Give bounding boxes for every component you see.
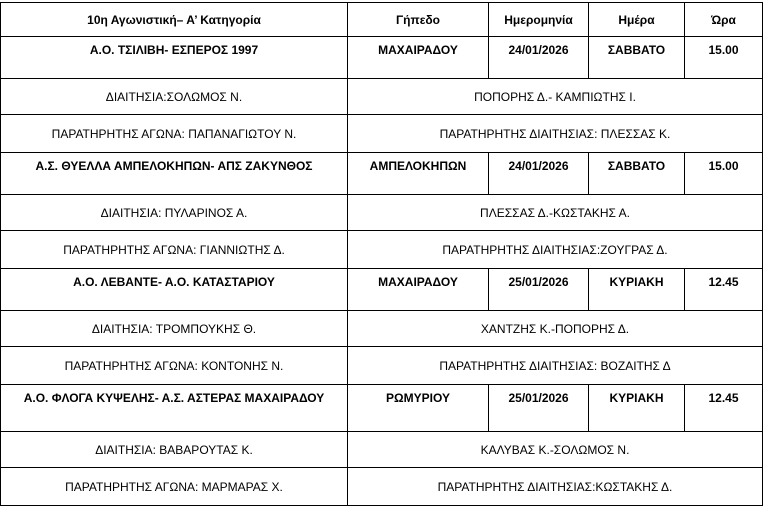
match-date: 25/01/2026 xyxy=(489,269,589,311)
referee-cell: ΔΙΑΙΤΗΣΙΑ:ΣΟΛΩΜΟΣ Ν. xyxy=(1,79,348,115)
match-date: 24/01/2026 xyxy=(489,37,589,79)
match-time: 12.45 xyxy=(685,385,763,432)
match-date: 24/01/2026 xyxy=(489,153,589,195)
match-field: ΜΑΧΑΙΡΑΔΟΥ xyxy=(348,37,489,79)
match-day: ΣΑΒΒΑΤΟ xyxy=(589,37,685,79)
match-row xyxy=(1,37,763,79)
match-row xyxy=(1,153,763,195)
schedule-table xyxy=(0,2,763,506)
observers-row xyxy=(1,231,763,269)
officials-row xyxy=(1,432,763,468)
date-header: Ημερομηνία xyxy=(489,3,589,37)
referee-observer-cell: ΠΑΡΑΤΗΡΗΤΗΣ ΔΙΑΙΤΗΣΙΑΣ: ΠΛΕΣΣΑΣ Κ. xyxy=(348,115,763,153)
observers-row xyxy=(1,468,763,506)
referee-cell: ΔΙΑΙΤΗΣΙΑ: ΠΥΛΑΡΙΝΟΣ Α. xyxy=(1,195,348,231)
match-date: 25/01/2026 xyxy=(489,385,589,432)
match-day: ΚΥΡΙΑΚΗ xyxy=(589,269,685,311)
referee-observer-cell: ΠΑΡΑΤΗΡΗΤΗΣ ΔΙΑΙΤΗΣΙΑΣ: ΒΟΖΑΙΤΗΣ Δ xyxy=(348,347,763,385)
assistants-cell: ΠΟΠΟΡΗΣ Δ.- ΚΑΜΠΙΩΤΗΣ Ι. xyxy=(348,79,763,115)
officials-row xyxy=(1,195,763,231)
officials-row xyxy=(1,79,763,115)
assistants-cell: ΧΑΝΤΖΗΣ Κ.-ΠΟΠΟΡΗΣ Δ. xyxy=(348,311,763,347)
match-row xyxy=(1,269,763,311)
match-time: 12.45 xyxy=(685,269,763,311)
field-header: Γήπεδο xyxy=(348,3,489,37)
referee-observer-cell: ΠΑΡΑΤΗΡΗΤΗΣ ΔΙΑΙΤΗΣΙΑΣ:ΖΟΥΓΡΑΣ Δ. xyxy=(348,231,763,269)
match-row xyxy=(1,385,763,432)
referee-observer-cell: ΠΑΡΑΤΗΡΗΤΗΣ ΔΙΑΙΤΗΣΙΑΣ:ΚΩΣΤΑΚΗΣ Δ. xyxy=(348,468,763,506)
time-header: Ώρα xyxy=(685,3,763,37)
assistants-cell: ΠΛΕΣΣΑΣ Δ.-ΚΩΣΤΑΚΗΣ Α. xyxy=(348,195,763,231)
round-header: 10η Αγωνιστική– Α’ Κατηγορία xyxy=(1,3,348,37)
referee-cell: ΔΙΑΙΤΗΣΙΑ: ΤΡΟΜΠΟΥΚΗΣ Θ. xyxy=(1,311,348,347)
observers-row xyxy=(1,115,763,153)
match-field: ΡΩΜΥΡΙΟΥ xyxy=(348,385,489,432)
match-observer-cell: ΠΑΡΑΤΗΡΗΤΗΣ ΑΓΩΝΑ: ΠΑΠΑΝΑΓΙΩΤΟΥ Ν. xyxy=(1,115,348,153)
day-header: Ημέρα xyxy=(589,3,685,37)
referee-cell: ΔΙΑΙΤΗΣΙΑ: ΒΑΒΑΡΟΥΤΑΣ Κ. xyxy=(1,432,348,468)
match-teams: Α.Σ. ΘΥΕΛΛΑ ΑΜΠΕΛΟΚΗΠΩΝ- ΑΠΣ ΖΑΚΥΝΘΟΣ xyxy=(1,153,348,195)
match-day: ΚΥΡΙΑΚΗ xyxy=(589,385,685,432)
match-field: ΜΑΧΑΙΡΑΔΟΥ xyxy=(348,269,489,311)
match-teams: Α.Ο. ΦΛΟΓΑ ΚΥΨΕΛΗΣ- Α.Σ. ΑΣΤΕΡΑΣ ΜΑΧΑΙΡΑΔΟΥ xyxy=(1,385,348,432)
observers-row xyxy=(1,347,763,385)
match-time: 15.00 xyxy=(685,37,763,79)
header-row xyxy=(1,3,763,37)
match-field: ΑΜΠΕΛΟΚΗΠΩΝ xyxy=(348,153,489,195)
match-teams: Α.Ο. ΤΣΙΛΙΒΗ- ΕΣΠΕΡΟΣ 1997 xyxy=(1,37,348,79)
match-observer-cell: ΠΑΡΑΤΗΡΗΤΗΣ ΑΓΩΝΑ: ΚΟΝΤΟΝΗΣ Ν. xyxy=(1,347,348,385)
assistants-cell: ΚΑΛΥΒΑΣ Κ.-ΣΟΛΩΜΟΣ Ν. xyxy=(348,432,763,468)
match-observer-cell: ΠΑΡΑΤΗΡΗΤΗΣ ΑΓΩΝΑ: ΜΑΡΜΑΡΑΣ Χ. xyxy=(1,468,348,506)
match-observer-cell: ΠΑΡΑΤΗΡΗΤΗΣ ΑΓΩΝΑ: ΓΙΑΝΝΙΩΤΗΣ Δ. xyxy=(1,231,348,269)
match-day: ΣΑΒΒΑΤΟ xyxy=(589,153,685,195)
officials-row xyxy=(1,311,763,347)
match-time: 15.00 xyxy=(685,153,763,195)
match-teams: Α.Ο. ΛΕΒΑΝΤΕ- Α.Ο. ΚΑΤΑΣΤΑΡΙΟΥ xyxy=(1,269,348,311)
